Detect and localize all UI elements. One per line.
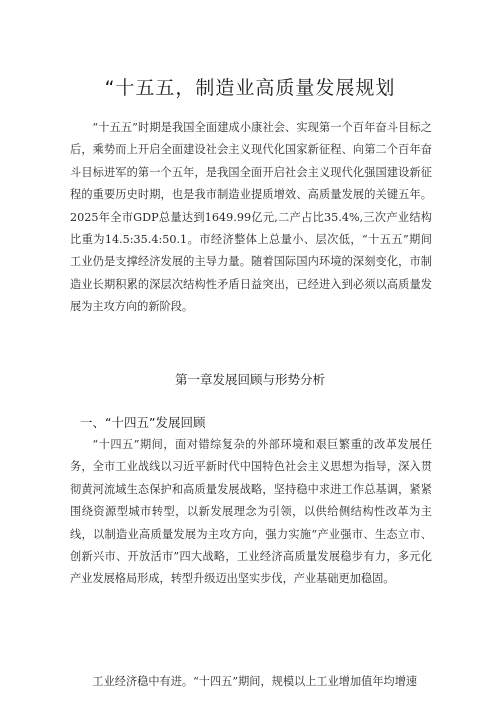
intro-paragraph: “十五五”时期是我国全面建成小康社会、实现第一个百年奋斗目标之后，乘势而上开启全面建设社会主义现代化国家新征程、向第二个百年奋斗目标进军的第一个五年，是我国全面开启社会主义现代化强国建设新征程的重要历史时期，也是我市制造业提质增效、高质量发展的关键五年。2025年全市GDP总量达到1649.99亿元,二产占比35.4%,三次产业结构比重为14.5:35.4:50.1。市经济整体上总量小、层次低，“十五五”期间工业仍是支撑经济发展的主导力量。随着国际国内环境的深刻变化，市制造业长期积累的深层次结构性矛盾日益突出，已经进入到必须以高质量发展为主攻方向的新阶段。 <box>70 121 432 314</box>
section-heading: 一、“十四五”发展回顾 <box>80 415 206 430</box>
body-paragraph: “十四五”期间，面对错综复杂的外部环境和艰巨繁重的改革发展任务，全市工业战线以习近平新时代中国特色社会主义思想为指导，深入贯彻黄河流域生态保护和高质量发展战略，坚持稳中求进工作总基调，紧紧围绕资源型城市转型，以新发展理念为引领，以供给侧结构性改革为主线，以制造业高质量发展为主攻方向，强力实施“产业强市、生态立市、创新兴市、开放活市”四大战略，工业经济高质量发展稳步有力，多元化产业发展格局形成，转型升级迈出坚实步伐，产业基础更加稳固。 <box>70 438 432 586</box>
document-title: “十五五，制造业高质量发展规划 <box>104 77 396 99</box>
chapter-heading: 第一章发展回顾与形势分析 <box>174 372 325 387</box>
body-paragraph: 工业经济稳中有进。“十四五”期间，规模以上工业增加值年均增速 <box>92 675 418 688</box>
